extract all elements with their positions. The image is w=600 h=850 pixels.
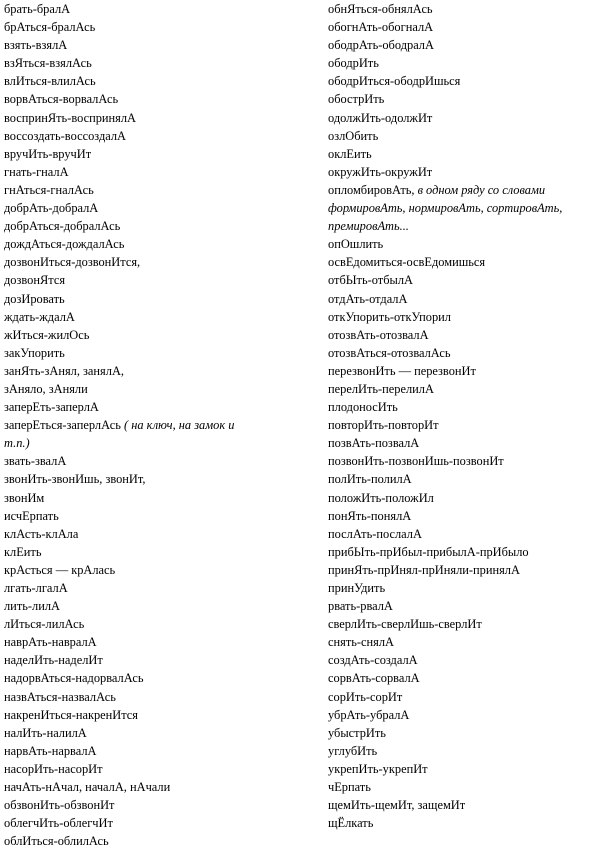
word-entry: [4, 452, 304, 470]
word-entry: [4, 181, 304, 199]
entry-text: назвАться-назвалАсь: [4, 689, 116, 704]
word-entry: [4, 326, 304, 344]
word-entry: [4, 832, 304, 850]
word-entry: [328, 525, 600, 543]
word-entry: [4, 633, 304, 651]
word-entry: [4, 688, 304, 706]
entry-text: щЁлкать: [328, 816, 374, 831]
entry-text: убрАть-убралА: [328, 707, 410, 722]
entry-text: исчЕрпать: [4, 508, 59, 523]
word-entry: [328, 127, 600, 145]
entry-text: обзвонИть-обзвонИт: [4, 798, 115, 813]
word-entry: [4, 615, 304, 633]
word-entry: [4, 724, 304, 742]
word-entry: [4, 398, 304, 416]
entry-text: брать-бралА: [4, 2, 71, 16]
entry-text: сорИть-сорИт: [328, 689, 403, 704]
word-entry: [4, 163, 304, 181]
word-entry: [4, 778, 304, 796]
entry-text: плодоносИть: [328, 400, 398, 415]
word-entry: [328, 308, 600, 326]
entry-text: клЕить: [4, 544, 42, 559]
entry-text: принЯть-прИнял-прИняли-принялА: [328, 562, 520, 577]
entry-text: дозвонЯтся: [4, 273, 66, 288]
word-entry: [328, 54, 600, 72]
entry-text: начАть-нАчал, началА, нАчали: [4, 780, 171, 795]
word-entry: [4, 109, 304, 127]
word-entry: [4, 90, 304, 108]
entry-text: крАсться — крАлась: [4, 562, 116, 577]
entry-text: щемИть-щемИт, защемИт: [328, 798, 466, 813]
word-entry: [328, 217, 600, 235]
word-entry: [4, 543, 304, 561]
word-entry: [4, 489, 304, 507]
entry-text: рвать-рвалА: [328, 599, 393, 614]
word-entry: [4, 796, 304, 814]
entry-text: сверлИть-сверлИшь-сверлИт: [328, 617, 482, 632]
entry-text: взять-взялА: [4, 38, 68, 53]
entry-text: лИться-лилАсь: [4, 617, 85, 632]
word-entry: [328, 633, 600, 651]
word-entry: [328, 724, 600, 742]
word-entry: [4, 36, 304, 54]
word-entry: [4, 0, 304, 18]
word-entry: [328, 597, 600, 615]
word-entry: [4, 597, 304, 615]
word-entry: [328, 344, 600, 362]
word-entry: [328, 18, 600, 36]
word-entry: [328, 326, 600, 344]
entry-text: дозИровать: [4, 291, 65, 306]
entry-text: полИть-полилА: [328, 472, 412, 487]
word-entry: [4, 362, 304, 380]
word-entry: [4, 145, 304, 163]
word-entry: [328, 579, 600, 597]
word-entry: [328, 290, 600, 308]
entry-text: позвАть-позвалА: [328, 436, 420, 451]
entry-text: звонИть-звонИшь, звонИт,: [4, 472, 146, 487]
word-entry: [4, 669, 304, 687]
entry-text: клАсть-клАла: [4, 526, 79, 541]
word-entry: [4, 470, 304, 488]
entry-text: взЯться-взялАсь: [4, 56, 92, 71]
entry-text: гнать-гналА: [4, 164, 69, 179]
word-entry: [328, 778, 600, 796]
entry-text: дозвонИться-дозвонИтся,: [4, 255, 141, 270]
word-entry: [4, 72, 304, 90]
word-entry: [4, 199, 304, 217]
entry-text: перелИть-перелилА: [328, 381, 434, 396]
entry-text: послАть-послалА: [328, 526, 422, 541]
entry-text: наделИть-наделИт: [4, 653, 103, 668]
word-entry: [328, 416, 600, 434]
entry-text: заперЕть-заперлА: [4, 400, 99, 415]
entry-text: лгать-лгалА: [4, 581, 68, 595]
entry-text: наврАть-навралА: [4, 635, 97, 650]
entry-text: отозвАться-отозвалАсь: [328, 345, 451, 360]
entry-text: сорвАть-сорвалА: [328, 671, 420, 686]
word-entry: [328, 253, 600, 271]
entry-text: накренИться-накренИтся: [4, 707, 139, 722]
word-entry: [4, 814, 304, 832]
word-entry: [328, 507, 600, 525]
entry-text: надорвАться-надорвалАсь: [4, 671, 144, 686]
entry-text: вручИть-вручИт: [4, 146, 92, 161]
entry-text: ободрАть-ободралА: [328, 38, 434, 53]
word-entry: [4, 308, 304, 326]
word-entry: [328, 543, 600, 561]
entry-text: ободрИть: [328, 56, 379, 71]
word-entry: [328, 109, 600, 127]
entry-text: облИться-облилАсь: [4, 834, 109, 849]
entry-note: ( на ключ, на замок и: [120, 418, 235, 433]
word-entry: [4, 380, 304, 398]
word-entry: [4, 127, 304, 145]
word-entry: [4, 706, 304, 724]
entry-text: положИть-положИл: [328, 490, 434, 505]
entry-text: освЕдомиться-освЕдомишься: [328, 255, 486, 270]
left-column: [4, 0, 304, 850]
word-entry: [328, 362, 600, 380]
word-entry: [328, 271, 600, 289]
word-entry: [328, 181, 600, 199]
entry-text: гнАться-гналАсь: [4, 182, 94, 197]
word-entry: [4, 651, 304, 669]
entry-note: в одном ряду со словами: [414, 182, 546, 197]
entry-text: отбЫть-отбылА: [328, 273, 413, 288]
entry-text: оклЕить: [328, 146, 372, 161]
entry-text: звать-звалА: [4, 454, 67, 469]
word-entry: [328, 163, 600, 181]
word-entry: [4, 416, 304, 434]
word-entry: [328, 145, 600, 163]
word-entry: [4, 253, 304, 271]
entry-text: опОшлить: [328, 237, 384, 252]
entry-text: закУпорить: [4, 345, 65, 360]
entry-text: прибЫть-прИбыл-прибылА-прИбыло: [328, 544, 529, 559]
word-entry: [328, 470, 600, 488]
word-entry: [4, 217, 304, 235]
word-entry: [328, 398, 600, 416]
word-entry: [328, 615, 600, 633]
entry-text: лить-лилА: [4, 599, 60, 614]
entry-text: брАться-бралАсь: [4, 20, 96, 35]
entry-text: дождАться-дождалАсь: [4, 237, 125, 252]
entry-text: добрАться-добралАсь: [4, 219, 121, 234]
entry-text: позвонИть-позвонИшь-позвонИт: [328, 454, 504, 469]
entry-text: перезвонИть — перезвонИт: [328, 363, 476, 378]
word-entry: [4, 271, 304, 289]
entry-text: углубИть: [328, 743, 378, 758]
entry-text: добрАть-добралА: [4, 201, 99, 216]
word-entry: [328, 489, 600, 507]
word-entry: [328, 199, 600, 217]
word-entry: [328, 561, 600, 579]
entry-text: укрепИть-укрепИт: [328, 761, 428, 776]
word-entry: [4, 54, 304, 72]
word-entry: [328, 72, 600, 90]
entry-text: насорИть-насорИт: [4, 761, 103, 776]
word-entry: [328, 380, 600, 398]
entry-note: формировАть, нормировАть, сортировАть,: [328, 201, 563, 216]
entry-text: снять-снялА: [328, 635, 394, 650]
entry-text: зАняло, зАняли: [4, 381, 88, 396]
word-entry: [328, 796, 600, 814]
entry-text: окружИть-окружИт: [328, 164, 433, 179]
entry-text: принУдить: [328, 581, 386, 595]
entry-text: воспринЯть-воспринялА: [4, 110, 137, 125]
word-entry: [328, 235, 600, 253]
entry-text: заперЕться-заперлАсь: [4, 418, 121, 433]
word-entry: [4, 742, 304, 760]
word-entry: [4, 525, 304, 543]
word-entry: [328, 36, 600, 54]
word-entry: [4, 561, 304, 579]
word-entry: [4, 235, 304, 253]
word-entry: [4, 579, 304, 597]
entry-text: обнЯться-обнялАсь: [328, 2, 433, 16]
entry-text: отдАть-отдалА: [328, 291, 408, 306]
entry-text: ждать-ждалА: [4, 309, 75, 324]
entry-text: озлОбить: [328, 128, 379, 143]
word-entry: [328, 742, 600, 760]
word-entry: [328, 814, 600, 832]
entry-text: ободрИться-ободрИшься: [328, 74, 461, 89]
entry-text: убыстрИть: [328, 725, 386, 740]
entry-note: т.п.): [4, 436, 30, 451]
entry-text: обогнАть-обогналА: [328, 20, 434, 35]
entry-text: жИться-жилОсь: [4, 327, 90, 342]
word-entry: [328, 0, 600, 18]
entry-text: влИться-влилАсь: [4, 74, 96, 89]
entry-text: создАть-создалА: [328, 653, 418, 668]
entry-text: повторИть-повторИт: [328, 418, 439, 433]
word-entry: [328, 669, 600, 687]
entry-text: отозвАть-отозвалА: [328, 327, 429, 342]
entry-text: занЯть-зАнял, занялА,: [4, 363, 124, 378]
entry-text: нарвАть-нарвалА: [4, 743, 97, 758]
word-entry: [4, 434, 304, 452]
word-entry: [4, 344, 304, 362]
entry-text: облегчИть-облегчИт: [4, 816, 113, 831]
word-entry: [328, 434, 600, 452]
entry-text: понЯть-понялА: [328, 508, 412, 523]
word-entry: [4, 290, 304, 308]
entry-text: откУпорить-откУпорил: [328, 309, 451, 324]
word-entry: [328, 651, 600, 669]
word-entry: [4, 507, 304, 525]
entry-text: воссоздать-воссоздалА: [4, 128, 126, 143]
entry-text: чЕрпать: [328, 780, 371, 795]
word-entry: [328, 90, 600, 108]
word-entry: [328, 688, 600, 706]
entry-text: опломбировАть,: [328, 182, 415, 197]
entry-text: одолжИть-одолжИт: [328, 110, 433, 125]
word-entry: [328, 706, 600, 724]
entry-text: звонИм: [4, 490, 45, 505]
entry-text: налИть-налилА: [4, 725, 87, 740]
word-entry: [4, 18, 304, 36]
right-column: [328, 0, 600, 832]
word-entry: [328, 452, 600, 470]
entry-note: премировАть...: [328, 219, 409, 234]
entry-text: ворвАться-ворвалАсь: [4, 92, 119, 107]
entry-text: обострИть: [328, 92, 385, 107]
